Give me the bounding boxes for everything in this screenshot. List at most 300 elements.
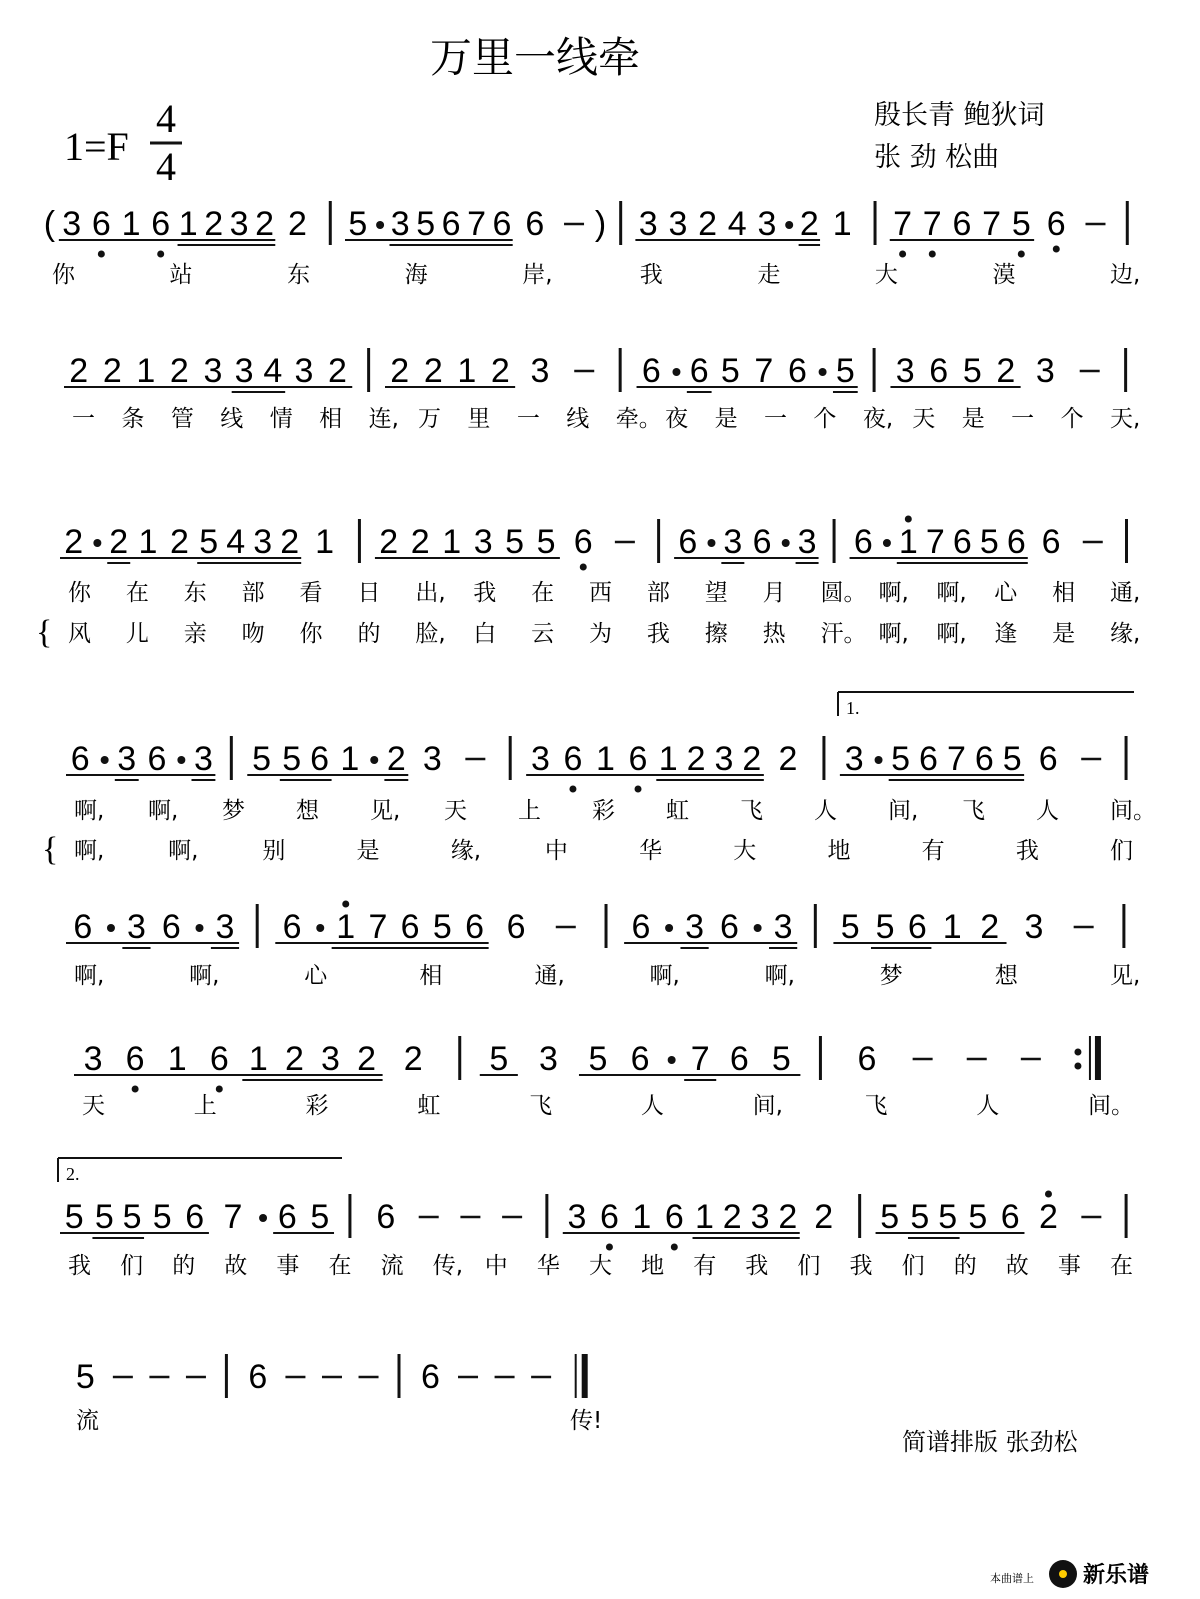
note-digit: 3 <box>117 740 137 778</box>
note-digit: 6 <box>376 1198 396 1236</box>
note-digit: 2 <box>102 352 122 390</box>
note-digit: 5 <box>64 1198 84 1236</box>
lyric-syllable: 事 <box>276 1253 300 1279</box>
lyric-syllable: 海 <box>404 262 428 288</box>
lyric-syllable: 一 <box>764 406 787 432</box>
note-digit: 5 <box>199 523 219 561</box>
lyric-syllable: 彩 <box>592 798 615 824</box>
octave-dot-low <box>929 251 936 258</box>
note-digit: 4 <box>226 523 246 561</box>
note-digit: 6 <box>857 1040 877 1078</box>
augmentation-dot <box>665 924 673 932</box>
note-digit: 6 <box>70 740 90 778</box>
lyric-syllable: 们 <box>901 1253 925 1279</box>
note-digit: 2 <box>386 740 406 778</box>
lyric-syllable: 想 <box>296 798 319 824</box>
volta-label: 2. <box>66 1164 80 1184</box>
lyric-syllable: 别 <box>262 838 286 864</box>
lyric-syllable: 的 <box>172 1253 196 1279</box>
augmentation-dot <box>819 368 827 376</box>
note-digit: 2 <box>64 523 84 561</box>
lyric-syllable: 中 <box>544 838 568 864</box>
lyric-syllable: 相 <box>419 963 443 989</box>
lyric-syllable: 在 <box>1110 1253 1133 1279</box>
note-digit: 3 <box>773 908 793 946</box>
lyric-syllable: 你 <box>68 580 91 606</box>
lyric-syllable: 见, <box>1110 963 1141 989</box>
note-digit: 6 <box>974 740 994 778</box>
note-digit: 1 <box>596 740 615 778</box>
note-digit: 6 <box>752 523 772 561</box>
note-digit: 2 <box>722 1198 742 1236</box>
note-digit: 2 <box>390 352 410 390</box>
composer-credit: 张 劲 松曲 <box>874 142 1000 173</box>
note-digit: 1 <box>121 205 141 243</box>
lyric-syllable: 间, <box>888 798 919 824</box>
augmentation-dot <box>370 756 378 764</box>
lyric-syllable: 相 <box>1052 580 1076 606</box>
augmentation-dot <box>672 368 680 376</box>
lyric-syllable: 人 <box>640 1093 664 1119</box>
note-digit: 5 <box>840 908 860 946</box>
lyric-syllable: 流 <box>380 1253 404 1279</box>
note-digit: 5 <box>588 1040 608 1078</box>
lyric-syllable: 西 <box>589 580 612 606</box>
note-digit: 3 <box>895 352 915 390</box>
lyric-syllable: 啊, <box>148 798 179 824</box>
note-digit: 1 <box>138 523 158 561</box>
note-digit: 6 <box>147 740 167 778</box>
augmentation-dot <box>754 924 762 932</box>
note-digit: 6 <box>630 1040 650 1078</box>
note-digit: 3 <box>473 523 493 561</box>
note-digit: 2 <box>778 740 798 778</box>
note-digit: 2 <box>287 205 307 243</box>
lyric-syllable: 情 <box>269 406 293 432</box>
note-digit: 5 <box>348 205 368 243</box>
note-digit: 6 <box>929 352 949 390</box>
note-digit: 1 <box>136 352 156 390</box>
note-digit: 5 <box>1002 740 1022 778</box>
lyric-syllable: 彩 <box>305 1093 329 1119</box>
octave-dot-low <box>635 786 642 793</box>
note-digit: 5 <box>94 1198 114 1236</box>
lyric-syllable: 们 <box>120 1253 144 1279</box>
lyric-syllable: 梦 <box>222 798 245 824</box>
lyric-syllable: 虹 <box>666 798 689 824</box>
note-digit: 2 <box>490 352 510 390</box>
note-digit: 3 <box>750 1198 770 1236</box>
repeat-dot <box>1074 1049 1081 1056</box>
note-digit: 6 <box>787 352 807 390</box>
note-digit: 3 <box>530 352 550 390</box>
note-digit: 6 <box>1041 523 1061 561</box>
lyric-syllable: 飞 <box>864 1093 888 1119</box>
lyric-syllable: 部 <box>241 580 265 606</box>
lyric-syllable: 岸, <box>522 262 553 288</box>
note-digit: 6 <box>441 205 461 243</box>
lyric-syllable: 间。 <box>1110 798 1156 824</box>
lyric-syllable: 啊, <box>649 963 680 989</box>
note-digit: 7 <box>946 740 966 778</box>
octave-dot-low <box>671 1244 678 1251</box>
octave-dot-low <box>1053 246 1060 253</box>
note-digit: 7 <box>982 205 1002 243</box>
note-digit: 5 <box>962 352 982 390</box>
lyric-syllable: 云 <box>531 621 555 647</box>
lyric-syllable: 有 <box>921 838 945 864</box>
lyric-syllable: 热 <box>762 621 786 647</box>
note-digit: 6 <box>719 908 739 946</box>
note-digit: 6 <box>1038 740 1058 778</box>
note-digit: 3 <box>714 740 734 778</box>
note-digit: 6 <box>628 740 648 778</box>
lyric-syllable: 的 <box>357 621 381 647</box>
augmentation-dot <box>107 924 115 932</box>
note-digit: 3 <box>215 908 235 946</box>
augmentation-dot <box>93 539 101 547</box>
lyric-syllable: 亲 <box>183 621 207 647</box>
note-digit: 3 <box>203 352 223 390</box>
note-digit: 5 <box>152 1198 172 1236</box>
augmentation-dot <box>785 221 793 229</box>
note-digit: 2 <box>379 523 399 561</box>
lyric-syllable: 飞 <box>740 798 763 824</box>
lyric-syllable: 我 <box>639 262 663 288</box>
note-digit: 6 <box>853 523 873 561</box>
note-digit: 3 <box>390 205 410 243</box>
lyric-syllable: 日 <box>357 580 381 606</box>
augmentation-dot <box>101 756 109 764</box>
note-digit: 1 <box>336 908 356 946</box>
lyric-syllable: 我 <box>745 1253 769 1279</box>
note-digit: 2 <box>328 352 347 390</box>
lyric-syllable: 啊, <box>74 838 105 864</box>
lyric-syllable: 华 <box>639 838 663 864</box>
note-digit: 2 <box>1039 1198 1058 1236</box>
lyric-syllable: 站 <box>169 262 193 288</box>
note-digit: 6 <box>678 523 698 561</box>
lyric-syllable: 风 <box>68 621 91 647</box>
note-digit: 3 <box>83 1040 103 1078</box>
lyric-syllable: 飞 <box>529 1093 553 1119</box>
note-digit: 3 <box>567 1198 587 1236</box>
lyric-syllable: 天 <box>82 1093 105 1119</box>
note-digit: 3 <box>538 1040 558 1078</box>
lyric-syllable: 的 <box>953 1253 977 1279</box>
lyric-syllable: 天, <box>1110 406 1141 432</box>
note-digit: 2 <box>284 1040 304 1078</box>
note-digit: 6 <box>282 908 302 946</box>
lyric-syllable: 梦 <box>879 963 903 989</box>
lyric-syllable: 你 <box>52 262 75 288</box>
lyric-syllable: 人 <box>976 1093 1000 1119</box>
octave-dot-high <box>342 901 349 908</box>
lyric-syllable: 啊, <box>74 798 105 824</box>
note-digit: 1 <box>167 1040 187 1078</box>
lyric-syllable: 个 <box>1060 406 1084 432</box>
note-digit: 5 <box>938 1198 958 1236</box>
note-digit: 3 <box>757 205 777 243</box>
note-digit: 1 <box>178 205 198 243</box>
note-digit: 6 <box>907 908 927 946</box>
augmentation-dot <box>668 1056 676 1064</box>
lyric-syllable: 上 <box>193 1093 217 1119</box>
note-digit: 2 <box>698 205 718 243</box>
lyric-syllable: 大 <box>874 262 898 288</box>
lyric-syllable: 在 <box>328 1253 352 1279</box>
note-digit: 3 <box>530 740 550 778</box>
note-digit: 6 <box>525 205 545 243</box>
score-rows <box>36 201 1156 1434</box>
note-digit: 7 <box>893 205 913 243</box>
note-digit: 5 <box>75 1358 95 1396</box>
lyric-syllable: 线 <box>566 406 590 432</box>
note-digit: 2 <box>980 908 1000 946</box>
note-digit: 6 <box>310 740 330 778</box>
augmentation-dot <box>782 539 790 547</box>
note-digit: 2 <box>814 1198 834 1236</box>
lyric-syllable: 间。 <box>1088 1093 1134 1119</box>
augmentation-dot <box>707 539 715 547</box>
lyric-syllable: 你 <box>299 621 323 647</box>
augmentation-dot <box>883 539 891 547</box>
note-digit: 4 <box>727 205 747 243</box>
octave-dot-high <box>905 516 912 523</box>
verse-brace: { <box>36 614 53 651</box>
lyric-syllable: 传! <box>570 1408 603 1434</box>
lyric-syllable: 啊, <box>764 963 795 989</box>
note-digit: 5 <box>891 740 911 778</box>
lyric-syllable: 东 <box>183 580 207 606</box>
lyric-syllable: 我 <box>849 1253 873 1279</box>
lyric-syllable: 出, <box>415 580 446 606</box>
octave-dot-low <box>157 251 164 258</box>
note-digit: 6 <box>506 908 526 946</box>
lyric-syllable: 条 <box>121 406 145 432</box>
lyric-syllable: 在 <box>125 580 149 606</box>
note-digit: 6 <box>1046 205 1066 243</box>
note-digit: 6 <box>400 908 420 946</box>
note-digit: 1 <box>832 205 852 243</box>
note-digit: 7 <box>467 205 486 243</box>
note-digit: 3 <box>1024 908 1044 946</box>
note-digit: 7 <box>754 352 774 390</box>
note-digit: 6 <box>277 1198 297 1236</box>
volta-label: 1. <box>846 698 860 718</box>
lyric-syllable: 逢 <box>994 621 1018 647</box>
note-digit: 3 <box>685 908 705 946</box>
lyric-syllable: 管 <box>170 406 194 432</box>
note-digit: 6 <box>492 205 512 243</box>
lyric-syllable: 缘, <box>1110 621 1141 647</box>
note-digit: 3 <box>668 205 688 243</box>
octave-dot-low <box>899 251 906 258</box>
note-digit: 3 <box>253 523 273 561</box>
lyric-syllable: 圆。 <box>820 580 867 606</box>
parenthesis: ) <box>594 205 607 243</box>
note-digit: 3 <box>62 205 82 243</box>
note-digit: 3 <box>638 205 658 243</box>
lyric-syllable: 一 <box>516 406 540 432</box>
lyric-syllable: 们 <box>1110 838 1133 864</box>
lyric-syllable: 人 <box>1036 798 1059 824</box>
note-digit: 5 <box>910 1198 930 1236</box>
lyric-syllable: 通, <box>1110 580 1141 606</box>
note-digit: 6 <box>952 205 972 243</box>
lyric-syllable: 间, <box>752 1093 783 1119</box>
octave-dot-low <box>132 1086 139 1093</box>
note-digit: 6 <box>573 523 593 561</box>
note-digit: 7 <box>690 1040 710 1078</box>
note-digit: 3 <box>844 740 864 778</box>
note-digit: 7 <box>223 1198 243 1236</box>
lyric-syllable: 走 <box>757 262 781 288</box>
note-digit: 6 <box>125 1040 145 1078</box>
lyric-syllable: 在 <box>531 580 555 606</box>
lyric-syllable: 白 <box>473 621 497 647</box>
note-digit: 1 <box>315 523 335 561</box>
note-digit: 6 <box>1006 523 1026 561</box>
lyric-syllable: 夜, <box>862 406 894 432</box>
lyric-syllable: 是 <box>356 838 380 864</box>
note-digit: 2 <box>778 1198 798 1236</box>
key-signature: 1=F <box>64 124 129 169</box>
note-digit: 1 <box>248 1040 268 1078</box>
note-digit: 6 <box>664 1198 684 1236</box>
lyric-syllable: 缘, <box>450 838 482 864</box>
note-digit: 1 <box>442 523 462 561</box>
lyric-syllable: 为 <box>589 621 612 647</box>
lyric-syllable: 东 <box>287 262 311 288</box>
note-digit: 2 <box>686 740 706 778</box>
note-digit: 5 <box>252 740 271 778</box>
note-digit: 1 <box>457 352 477 390</box>
lyric-syllable: 地 <box>827 838 851 864</box>
lyric-syllable: 我 <box>646 621 670 647</box>
note-digit: 6 <box>919 740 938 778</box>
note-digit: 1 <box>658 740 678 778</box>
lyric-syllable: 飞 <box>962 798 985 824</box>
note-digit: 6 <box>73 908 93 946</box>
note-digit: 3 <box>422 740 442 778</box>
note-digit: 3 <box>193 740 213 778</box>
lyric-syllable: 脸, <box>415 621 446 647</box>
lyric-syllable: 夜 <box>665 406 689 432</box>
lyric-syllable: 虹 <box>417 1093 441 1119</box>
note-digit: 2 <box>423 352 443 390</box>
time-signature-top: 4 <box>156 96 176 141</box>
lyric-syllable: 牵。 <box>615 406 662 432</box>
note-digit: 6 <box>1000 1198 1020 1236</box>
octave-dot-low <box>1018 251 1025 258</box>
note-digit: 5 <box>489 1040 509 1078</box>
lyric-syllable: 边, <box>1110 262 1141 288</box>
lyric-syllable: 看 <box>299 580 323 606</box>
augmentation-dot <box>177 756 185 764</box>
lyric-syllable: 一 <box>1011 406 1035 432</box>
lyric-syllable: 啊, <box>74 963 105 989</box>
lyric-syllable: 吻 <box>241 621 265 647</box>
note-digit: 7 <box>922 205 942 243</box>
note-digit: 3 <box>797 523 817 561</box>
lyric-syllable: 见, <box>370 798 401 824</box>
note-digit: 2 <box>280 523 300 561</box>
lyric-syllable: 相 <box>319 406 343 432</box>
lyric-syllable: 漠 <box>992 262 1016 288</box>
note-digit: 2 <box>357 1040 377 1078</box>
note-digit: 2 <box>204 205 224 243</box>
octave-dot-low <box>98 251 105 258</box>
note-digit: 6 <box>631 908 651 946</box>
note-digit: 5 <box>771 1040 791 1078</box>
octave-dot-low <box>606 1244 613 1251</box>
note-digit: 2 <box>169 352 189 390</box>
note-digit: 1 <box>694 1198 714 1236</box>
note-digit: 2 <box>109 523 129 561</box>
lyric-syllable: 是 <box>714 406 738 432</box>
note-digit: 5 <box>505 523 525 561</box>
note-digit: 3 <box>321 1040 340 1078</box>
lyric-syllable: 儿 <box>125 621 149 647</box>
note-digit: 2 <box>403 1040 423 1078</box>
note-digit: 7 <box>368 908 388 946</box>
note-digit: 6 <box>465 908 485 946</box>
lyric-syllable: 是 <box>1052 621 1076 647</box>
note-digit: 5 <box>432 908 452 946</box>
note-digit: 2 <box>799 205 819 243</box>
lyric-syllable: 大 <box>733 838 757 864</box>
lyric-syllable: 们 <box>797 1253 821 1279</box>
lyric-syllable: 上 <box>518 798 541 824</box>
lyric-syllable: 月 <box>762 580 786 606</box>
lyric-syllable: 通, <box>534 963 565 989</box>
lyric-syllable: 华 <box>536 1253 560 1279</box>
octave-dot-low <box>580 564 587 571</box>
lyric-syllable: 我 <box>473 580 497 606</box>
octave-dot-low <box>216 1086 223 1093</box>
note-digit: 5 <box>875 908 895 946</box>
watermark-caption: 本曲谱上 <box>990 1572 1034 1585</box>
note-digit: 1 <box>898 523 918 561</box>
octave-dot-low <box>569 786 576 793</box>
lyric-syllable: 部 <box>646 580 670 606</box>
lyric-syllable: 擦 <box>704 621 728 647</box>
note-digit: 6 <box>729 1040 749 1078</box>
note-digit: 3 <box>723 523 743 561</box>
note-digit: 6 <box>151 205 171 243</box>
watermark-logo <box>1049 1560 1149 1588</box>
note-digit: 5 <box>968 1198 988 1236</box>
note-digit: 6 <box>91 205 111 243</box>
note-digit: 5 <box>122 1198 142 1236</box>
record-label-icon <box>1059 1570 1067 1578</box>
lyric-syllable: 啊, <box>878 580 909 606</box>
note-digit: 1 <box>632 1198 652 1236</box>
lyric-syllable: 天 <box>912 406 936 432</box>
lyric-syllable: 心 <box>304 963 328 989</box>
note-digit: 5 <box>416 205 436 243</box>
parenthesis: ( <box>43 205 56 243</box>
lyric-syllable: 想 <box>994 963 1018 989</box>
note-digit: 1 <box>942 908 962 946</box>
lyric-syllable: 线 <box>220 406 244 432</box>
lyric-syllable: 啊, <box>878 621 909 647</box>
lyric-syllable: 流 <box>76 1408 99 1434</box>
note-digit: 3 <box>1035 352 1055 390</box>
note-digit: 3 <box>229 205 249 243</box>
lyric-syllable: 里 <box>467 406 491 432</box>
